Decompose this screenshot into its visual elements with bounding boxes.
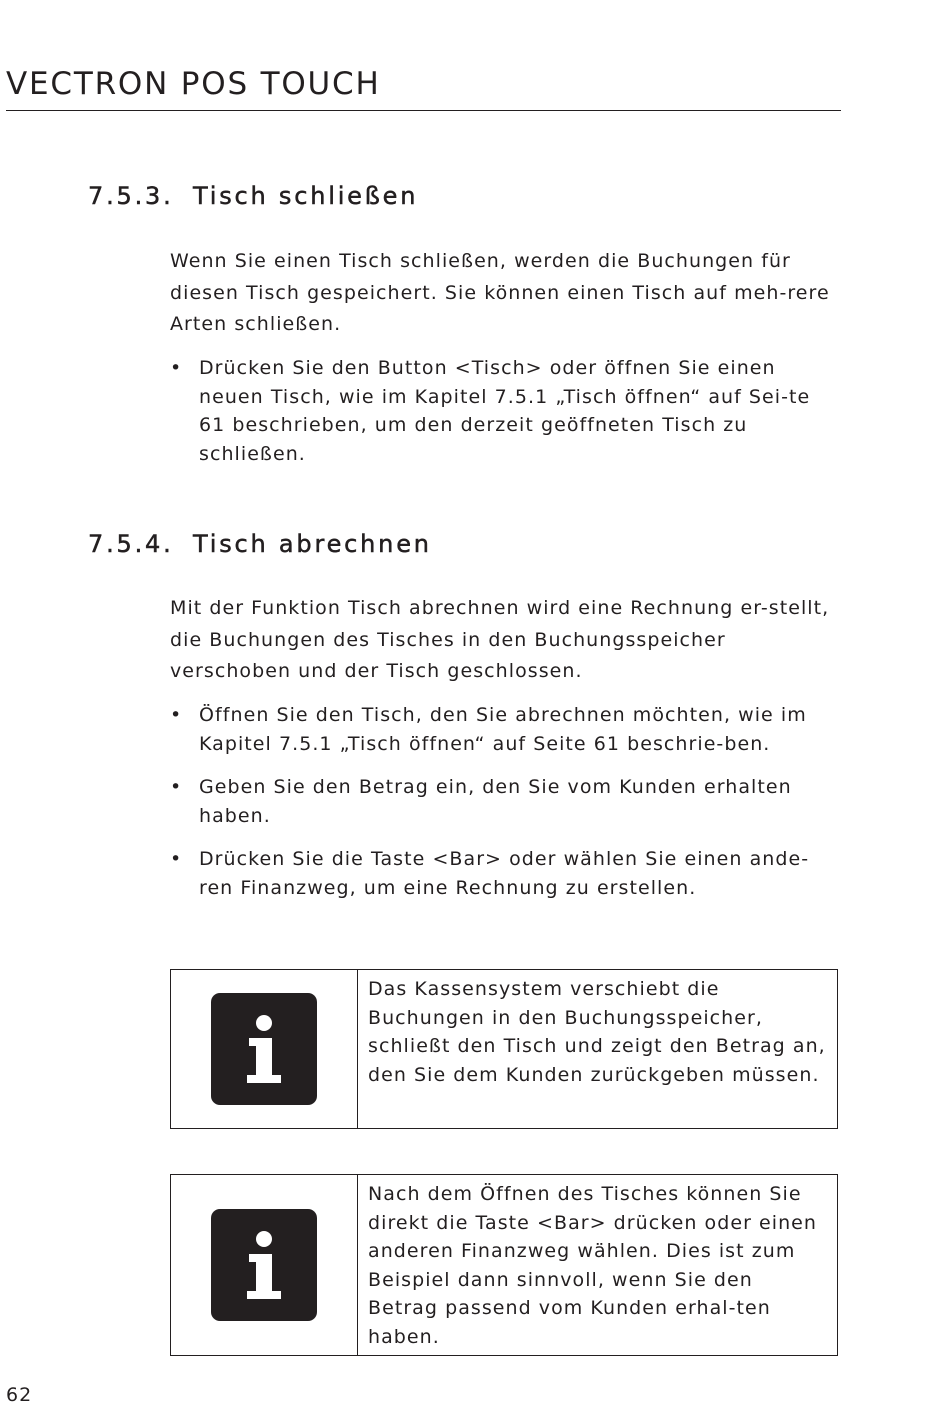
list-item <box>170 773 840 830</box>
section-number: 7.5.4. <box>88 530 174 558</box>
page-number: 62 <box>6 1384 33 1406</box>
section-heading-7-5-3 <box>88 182 418 210</box>
header-title: VECTRON POS TOUCH <box>6 66 381 102</box>
info-icon-cell <box>171 970 358 1128</box>
bullet-marker: • <box>170 848 183 870</box>
list-item <box>170 354 840 468</box>
section-paragraph: Mit der Funktion Tisch abrechnen wird eine Rechnung er-stellt, die Buchungen des Tisches in den Buchungsspeicher verschoben und der Tisch geschlossen. <box>170 597 830 682</box>
section-paragraph: Wenn Sie einen Tisch schließen, werden die Buchungen für diesen Tisch gespeichert. Sie können einen Tisch auf meh-rere Arten schließen. <box>170 250 830 335</box>
bullet-list <box>170 701 840 917</box>
bullet-marker: • <box>170 357 183 379</box>
info-icon <box>211 993 317 1105</box>
section-heading-7-5-4 <box>88 530 432 558</box>
info-text: Nach dem Öffnen des Tisches können Sie direkt die Taste <Bar> drücken oder einen anderen Finanzweg wählen. Dies ist zum Beispiel dann sinnvoll, wenn Sie den Betrag passend vom Kunden erhal-ten haben. <box>368 1183 818 1348</box>
info-box <box>170 1174 838 1356</box>
list-item-text: Öffnen Sie den Tisch, den Sie abrechnen möchten, wie im Kapitel 7.5.1 „Tisch öffnen“ auf Seite 61 beschrie-ben. <box>199 704 807 755</box>
bullet-marker: • <box>170 704 183 726</box>
list-item-text: Drücken Sie die Taste <Bar> oder wählen Sie einen ande-ren Finanzweg, um eine Rechnung zu erstellen. <box>199 848 810 899</box>
info-icon <box>211 1209 317 1321</box>
bullet-marker: • <box>170 776 183 798</box>
bullet-list <box>170 354 840 483</box>
list-item-text: Drücken Sie den Button <Tisch> oder öffnen Sie einen neuen Tisch, wie im Kapitel 7.5.1 „Tisch öffnen“ auf Sei-te 61 beschrieben, um den derzeit geöffneten Tisch zu schließen. <box>199 357 811 465</box>
list-item <box>170 845 840 902</box>
section-title: Tisch schließen <box>193 182 419 210</box>
info-box <box>170 969 838 1129</box>
section-title: Tisch abrechnen <box>193 530 432 558</box>
section-number: 7.5.3. <box>88 182 174 210</box>
list-item <box>170 701 840 758</box>
list-item-text: Geben Sie den Betrag ein, den Sie vom Kunden erhalten haben. <box>199 776 792 827</box>
info-icon-cell <box>171 1175 358 1355</box>
page-header <box>6 66 841 111</box>
info-text: Das Kassensystem verschiebt die Buchungen in den Buchungsspeicher, schließt den Tisch und zeigt den Betrag an, den Sie dem Kunden zurückgeben müssen. <box>368 978 826 1086</box>
